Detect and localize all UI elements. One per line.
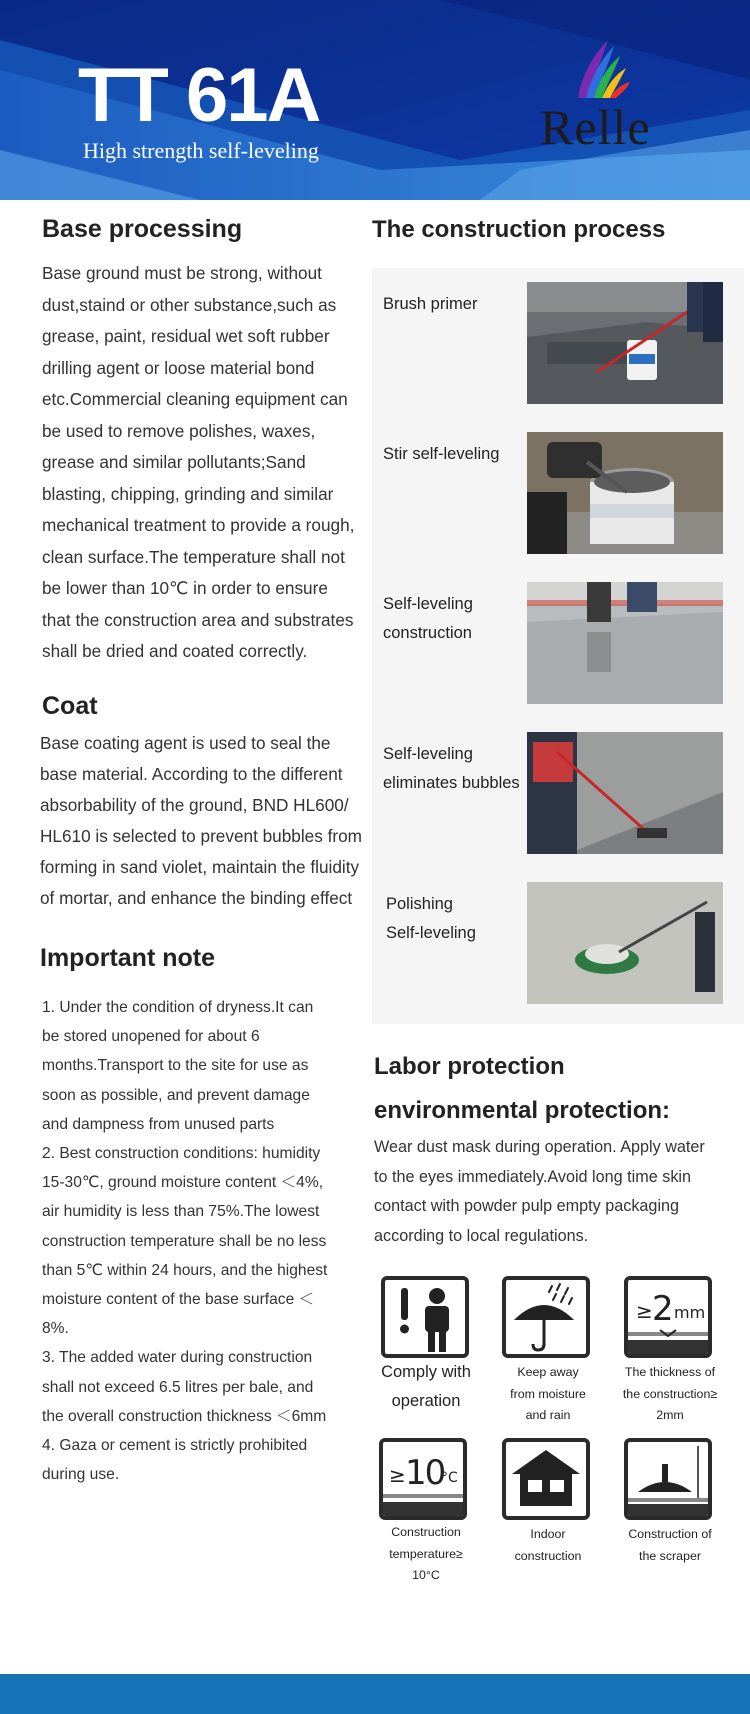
step-photo-eliminate-bubbles — [527, 732, 723, 854]
labor-title-line: Labor protection — [374, 1053, 565, 1080]
note-line: 15-30℃, ground moisture content ＜4%, — [42, 1174, 324, 1192]
labor-title-line: environmental protection: — [374, 1097, 671, 1124]
note-line: months.Transport to the site for use as — [42, 1057, 309, 1075]
temperature-unit: °C — [441, 1470, 458, 1486]
step-label — [383, 590, 523, 648]
text-line: to the eyes immediately.Avoid long time skin — [374, 1167, 692, 1186]
step-label-line: eliminates bubbles — [383, 774, 520, 792]
text-line: Base coating agent is used to seal the — [40, 733, 331, 753]
product-subtitle: High strength self-leveling — [83, 138, 319, 163]
caption-line: and rain — [525, 1408, 571, 1422]
product-model: TT 61A — [78, 53, 320, 138]
note-line: construction temperature shall be no less — [42, 1232, 327, 1250]
icon-caption — [608, 1524, 732, 1567]
step-photo-self-leveling-construction — [527, 582, 723, 704]
temperature-sign: ≥ — [389, 1463, 406, 1487]
text-line: contact with powder pulp empty packaging — [374, 1197, 680, 1215]
step-label — [386, 890, 526, 948]
step-label-line: construction — [383, 624, 472, 642]
base-processing-title: Base processing — [42, 215, 243, 243]
caption-line: temperature≥ — [389, 1546, 463, 1561]
note-line: than 5℃ within 24 hours, and the highest — [42, 1261, 328, 1279]
text-line: dust,staind or other substance,such as — [42, 294, 337, 315]
scraper-icon — [624, 1438, 712, 1520]
text-line: drilling agent or loose material bond — [42, 357, 315, 378]
caption-line: Construction — [391, 1525, 461, 1539]
thickness-unit: mm — [674, 1303, 706, 1322]
temperature-value: 10 — [405, 1453, 445, 1493]
note-line: the overall construction thickness ＜6mm — [42, 1407, 327, 1425]
text-line: blasting, chipping, grinding and similar — [42, 483, 334, 504]
step-label — [383, 740, 523, 798]
note-line: be stored unopened for about 6 — [42, 1028, 260, 1046]
note-line: 2. Best construction conditions: humidity — [42, 1145, 321, 1163]
text-line: Base ground must be strong, without — [42, 263, 322, 283]
caption-line: 10°C — [412, 1568, 440, 1582]
caption-line: from moisture — [510, 1386, 586, 1401]
thickness-icon — [624, 1276, 712, 1358]
step-label-line: Self-leveling — [386, 924, 476, 942]
note-line: during use. — [42, 1466, 120, 1484]
icon-caption — [364, 1358, 488, 1416]
text-line: absorbability of the ground, BND HL600/ — [40, 795, 349, 815]
text-line: etc.Commercial cleaning equipment can — [42, 389, 348, 409]
note-line: air humidity is less than 75%.The lowest — [42, 1203, 320, 1221]
construction-process-title: The construction process — [372, 216, 666, 243]
process-step-self-leveling-construction — [372, 582, 744, 706]
text-line: shall be dried and coated correctly. — [42, 641, 308, 661]
icon-caption — [486, 1362, 610, 1427]
step-photo-polishing — [527, 882, 723, 1004]
icon-caption — [364, 1522, 488, 1587]
note-line: 8%. — [42, 1320, 69, 1338]
caption-line: construction — [514, 1548, 582, 1563]
brand-logo-icon — [568, 38, 632, 102]
text-line: be lower than 10℃ in order to ensure — [42, 578, 328, 598]
text-line: of mortar, and enhance the binding effect — [40, 888, 353, 908]
caption-line: operation — [391, 1392, 461, 1410]
person-warning-icon — [381, 1276, 469, 1358]
text-line: Wear dust mask during operation. Apply water — [374, 1138, 705, 1156]
caption-line: the scraper — [639, 1548, 701, 1563]
footer-bar — [0, 1674, 750, 1714]
coat-title: Coat — [42, 692, 98, 720]
step-label-line: Self-leveling — [383, 745, 473, 763]
labor-protection-title — [374, 1045, 744, 1133]
step-label-line: Self-leveling — [383, 595, 473, 613]
text-line: grease and similar pollutants;Sand — [42, 452, 306, 472]
icon-caption — [486, 1524, 610, 1567]
step-label-line: Brush primer — [383, 295, 478, 313]
text-line: clean surface.The temperature shall not — [42, 546, 345, 567]
thickness-value: 2 — [652, 1289, 674, 1329]
important-note-title: Important note — [40, 944, 215, 972]
labor-protection-text — [374, 1133, 746, 1251]
construction-process-panel — [372, 268, 744, 1024]
step-label — [383, 440, 523, 469]
important-note-list — [42, 993, 362, 1489]
note-line: soon as possible, and prevent damage — [42, 1086, 310, 1104]
caption-line: Comply with — [381, 1363, 471, 1381]
umbrella-rain-icon — [502, 1276, 590, 1358]
base-processing-text — [42, 258, 377, 668]
text-line: forming in sand violet, maintain the fluidity — [40, 857, 360, 877]
thickness-sign: ≥ — [636, 1299, 653, 1323]
text-line: be used to remove polishes, waxes, — [42, 420, 316, 441]
text-line: that the construction area and substrates — [42, 609, 354, 630]
icon-caption — [608, 1362, 732, 1427]
text-line: according to local regulations. — [374, 1226, 589, 1245]
note-line: 1. Under the condition of dryness.It can — [42, 999, 314, 1016]
indoor-house-icon — [502, 1438, 590, 1520]
caption-line: Construction of — [628, 1527, 712, 1541]
process-step-brush-primer — [372, 282, 744, 406]
caption-line: The thickness of — [624, 1365, 716, 1379]
process-step-polishing — [372, 882, 744, 1006]
note-line: 4. Gaza or cement is strictly prohibited — [42, 1437, 308, 1455]
process-step-stir — [372, 432, 744, 556]
caption-line: 2mm — [656, 1408, 684, 1422]
caption-line: Keep away — [517, 1365, 579, 1379]
step-label-line: Stir self-leveling — [383, 445, 500, 463]
step-label-line: Polishing — [386, 895, 453, 913]
note-line: and dampness from unused parts — [42, 1115, 275, 1133]
text-line: base material. According to the different — [40, 764, 343, 784]
text-line: mechanical treatment to provide a rough, — [42, 515, 355, 535]
note-line: moisture content of the base surface ＜ — [42, 1291, 315, 1309]
process-step-eliminate-bubbles — [372, 732, 744, 856]
text-line: HL610 is selected to prevent bubbles from — [40, 826, 362, 846]
note-line: shall not exceed 6.5 litres per bale, and — [42, 1378, 314, 1396]
caption-line: Indoor — [530, 1527, 566, 1541]
text-line: grease, paint, residual wet soft rubber — [42, 326, 330, 346]
note-line: 3. The added water during construction — [42, 1349, 313, 1367]
header-banner — [0, 0, 750, 200]
step-label — [383, 290, 523, 319]
temperature-icon — [379, 1438, 467, 1520]
brand-name: Relle — [540, 99, 651, 155]
coat-text — [40, 728, 380, 914]
caption-line: the construction≥ — [622, 1386, 718, 1401]
step-photo-brush-primer — [527, 282, 723, 404]
step-photo-stir — [527, 432, 723, 554]
